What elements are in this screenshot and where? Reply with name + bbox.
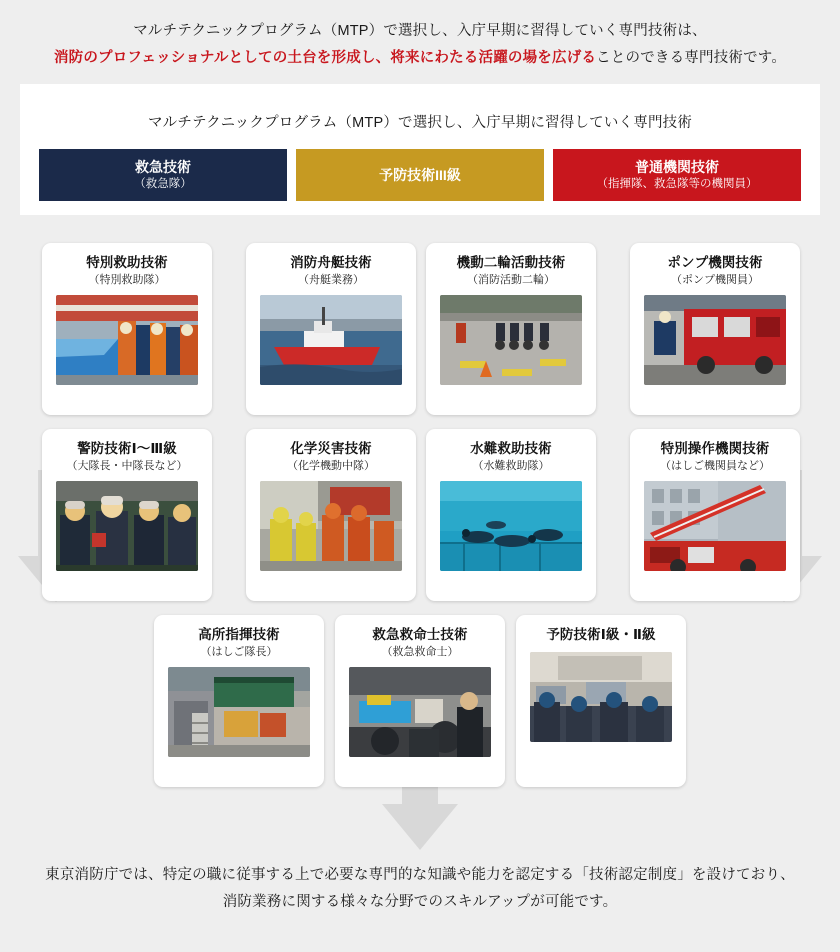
- intro-highlight: 消防のプロフェッショナルとしての土台を形成し、将来にわたる活躍の場を広げる: [53, 49, 597, 66]
- intro-text: [0, 0, 840, 78]
- ladder-truck-photo: [644, 481, 786, 571]
- card-hazmat-sub: （化学機動中隊）: [287, 459, 375, 472]
- card-fire-defense-title: 警防技術Ⅰ～Ⅲ級: [77, 441, 177, 456]
- fireboat-photo: [260, 295, 402, 385]
- card-water-rescue-title: 水難救助技術: [470, 441, 552, 456]
- card-motorcycle-title: 機動二輪活動技術: [456, 255, 566, 270]
- mtp-title: マルチテクニックプログラム（MTP）で選択し、入庁早期に習得していく専門技術: [147, 115, 693, 131]
- card-fireboat-sub: （舟艇業務）: [298, 273, 364, 286]
- card-special-rescue-title: 特別救助技術: [86, 255, 168, 270]
- mtp-bar-emergency-sub: （救急隊）: [134, 177, 192, 190]
- mtp-panel: [20, 84, 820, 215]
- card-pump-engine-sub: （ポンプ機関員）: [671, 273, 759, 286]
- card-high-place-command[interactable]: [154, 615, 324, 787]
- card-fireboat[interactable]: [246, 243, 416, 415]
- mtp-bar-group: [39, 149, 801, 201]
- mtp-bar-engine-sub: （指揮隊、救急隊等の機関員）: [596, 177, 758, 190]
- card-fire-defense-sub: （大隊長・中隊長など）: [66, 459, 188, 472]
- card-high-place-command-title: 高所指揮技術: [198, 627, 280, 642]
- card-hazmat[interactable]: [246, 429, 416, 601]
- card-row-1: [0, 243, 840, 429]
- pump-engine-photo: [644, 295, 786, 385]
- mtp-bar-emergency[interactable]: [39, 149, 287, 201]
- mtp-bar-emergency-label: 救急技術: [135, 158, 191, 175]
- high-place-command-photo: [168, 667, 310, 757]
- card-hazmat-title: 化学災害技術: [290, 441, 372, 456]
- mtp-bar-engine-label: 普通機関技術: [635, 158, 719, 175]
- intro-line-2-tail: ことのできる専門技術です。: [596, 49, 787, 66]
- intro-line-2: [20, 45, 820, 72]
- card-water-rescue[interactable]: [426, 429, 596, 601]
- card-special-operation-engine-sub: （はしご機関員など）: [660, 459, 770, 472]
- card-paramedic[interactable]: [335, 615, 505, 787]
- card-paramedic-title: 救急救命士技術: [372, 627, 468, 642]
- prevention-lecture-photo: [530, 652, 672, 742]
- card-prevention-12[interactable]: [516, 615, 686, 787]
- hazmat-suits-photo: [260, 481, 402, 571]
- card-pump-engine-title: ポンプ機関技術: [667, 255, 763, 270]
- card-water-rescue-sub: （水難救助隊）: [472, 459, 550, 472]
- motorcycle-drill-photo: [440, 295, 582, 385]
- footer-text: [0, 862, 840, 916]
- paramedic-training-photo: [349, 667, 491, 757]
- firefighters-group-photo: [56, 481, 198, 571]
- card-row-2: [0, 429, 840, 615]
- card-fireboat-title: 消防舟艇技術: [290, 255, 372, 270]
- card-pump-engine[interactable]: [630, 243, 800, 415]
- card-high-place-command-sub: （はしご隊長）: [200, 645, 278, 658]
- intro-line-1: マルチテクニックプログラム（MTP）で選択し、入庁早期に習得していく専門技術は、: [133, 23, 707, 39]
- mtp-bar-engine[interactable]: [553, 149, 801, 201]
- card-fire-defense[interactable]: [42, 429, 212, 601]
- card-special-operation-engine[interactable]: [630, 429, 800, 601]
- card-row-3: [0, 615, 840, 801]
- footer-line-2: 消防業務に関する様々な分野でのスキルアップが可能です。: [222, 893, 618, 910]
- card-prevention-12-title: 予防技術Ⅰ級・Ⅱ級: [546, 627, 656, 642]
- card-special-rescue[interactable]: [42, 243, 212, 415]
- card-motorcycle[interactable]: [426, 243, 596, 415]
- card-special-operation-engine-title: 特別操作機関技術: [660, 441, 770, 456]
- arrow-down-icon: [382, 804, 458, 850]
- mtp-bar-prevention3[interactable]: [296, 149, 544, 201]
- card-motorcycle-sub: （消防活動二輪）: [467, 273, 555, 286]
- card-special-rescue-sub: （特別救助隊）: [88, 273, 166, 286]
- technique-card-grid: [0, 243, 840, 801]
- footer-line-1: 東京消防庁では、特定の職に従事する上で必要な専門的な知識や能力を認定する「技術認定制度」を設けており、: [45, 867, 795, 883]
- mtp-bar-prevention3-label: 予防技術III級: [379, 166, 461, 183]
- card-paramedic-sub: （救急救命士）: [381, 645, 459, 658]
- underwater-rescue-photo: [440, 481, 582, 571]
- rescue-vehicle-extrication-photo: [56, 295, 198, 385]
